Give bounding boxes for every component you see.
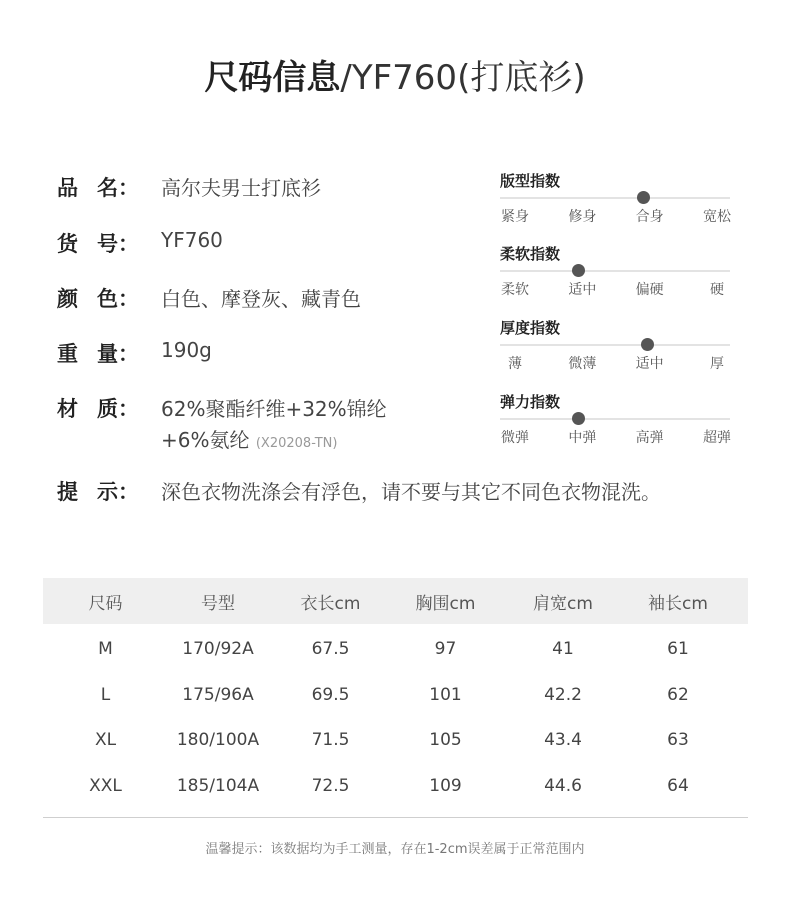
index-marker	[637, 191, 650, 204]
table-cell: 69.5	[311, 685, 350, 705]
info-label: 货 号：	[57, 232, 139, 256]
index-option: 厚	[709, 356, 724, 372]
index-title: 柔软指数	[500, 245, 561, 263]
info-label: 提 示：	[57, 480, 139, 504]
info-value-line2: +6%氨纶 (X20208-TN)	[161, 428, 338, 452]
index-marker	[641, 338, 654, 351]
index-option: 超弹	[702, 430, 731, 446]
index-option: 微弹	[501, 430, 529, 446]
info-label: 颜 色：	[57, 287, 139, 311]
header-shoulder: 肩宽cm	[533, 593, 593, 614]
title-main: 尺码信息	[204, 58, 341, 98]
info-value: 190g	[161, 338, 212, 362]
table-cell: 63	[667, 730, 689, 750]
index-option: 宽松	[702, 209, 731, 225]
material-code: (X20208-TN)	[255, 436, 338, 451]
table-cell: 101	[429, 685, 462, 705]
table-cell: 71.5	[311, 730, 350, 750]
measurement-note: 温馨提示：该数据均为手工测量，存在1-2cm误差属于正常范围内	[205, 842, 585, 857]
index-option: 紧身	[501, 209, 529, 225]
index-track	[500, 344, 730, 346]
index-option: 柔软	[501, 282, 529, 298]
info-label: 品 名：	[57, 176, 139, 200]
header-length: 衣长cm	[300, 593, 361, 614]
table-cell: 67.5	[311, 639, 350, 659]
table-cell: XL	[94, 730, 117, 750]
index-title: 弹力指数	[500, 393, 561, 411]
table-row	[43, 725, 748, 755]
table-row	[43, 771, 748, 801]
table-divider	[43, 817, 748, 818]
title-sub: /YF760(打底衫)	[340, 58, 586, 98]
index-option: 适中	[568, 282, 597, 298]
table-cell: 41	[552, 639, 574, 659]
table-cell: 109	[429, 776, 462, 796]
index-option: 中弹	[568, 430, 597, 446]
table-cell: 180/100A	[176, 730, 260, 750]
table-cell: 170/92A	[182, 639, 254, 659]
index-title: 版型指数	[500, 172, 561, 190]
index-option: 适中	[635, 356, 664, 372]
index-title: 厚度指数	[500, 319, 561, 337]
info-value: 高尔夫男士打底衫	[161, 176, 321, 200]
index-option: 薄	[508, 356, 522, 372]
index-marker	[572, 412, 585, 425]
table-row	[43, 680, 748, 710]
index-marker	[572, 264, 585, 277]
index-track	[500, 418, 730, 420]
table-cell: L	[100, 685, 111, 705]
table-cell: 97	[434, 639, 457, 659]
index-option: 微薄	[568, 356, 597, 372]
index-option: 高弹	[635, 430, 664, 446]
table-cell: 44.6	[544, 776, 582, 796]
table-row	[43, 634, 748, 664]
index-option: 修身	[568, 209, 597, 225]
info-value: YF760	[161, 228, 223, 252]
table-cell: 42.2	[544, 685, 582, 705]
header-model: 号型	[201, 593, 235, 614]
header-size: 尺码	[88, 593, 123, 614]
table-cell: 43.4	[544, 730, 582, 750]
index-track	[500, 197, 730, 199]
index-option: 偏硬	[635, 282, 664, 298]
table-cell: 72.5	[311, 776, 350, 796]
page-title	[0, 50, 790, 99]
info-value: 白色、摩登灰、藏青色	[161, 287, 361, 311]
info-label: 重 量：	[57, 342, 139, 366]
table-cell: 105	[429, 730, 462, 750]
info-value: 深色衣物洗涤会有浮色，请不要与其它不同色衣物混洗。	[161, 480, 661, 504]
index-option: 硬	[709, 282, 724, 298]
table-cell: 62	[667, 685, 689, 705]
index-options	[500, 353, 732, 373]
index-options	[500, 279, 732, 299]
index-options	[500, 427, 732, 447]
index-option: 合身	[635, 209, 664, 225]
header-chest: 胸围cm	[415, 593, 476, 614]
index-track	[500, 270, 730, 272]
info-value: 62%聚酯纤维+32%锦纶	[161, 397, 387, 421]
table-cell: XXL	[89, 776, 122, 796]
table-cell: 185/104A	[176, 776, 260, 796]
table-cell: 61	[667, 639, 689, 659]
table-cell: 64	[667, 776, 689, 796]
table-cell: 175/96A	[182, 685, 254, 705]
info-label: 材 质：	[57, 397, 139, 421]
index-options	[500, 206, 732, 226]
header-sleeve: 袖长cm	[648, 593, 708, 614]
table-cell: M	[98, 639, 113, 659]
table-header	[43, 578, 748, 624]
